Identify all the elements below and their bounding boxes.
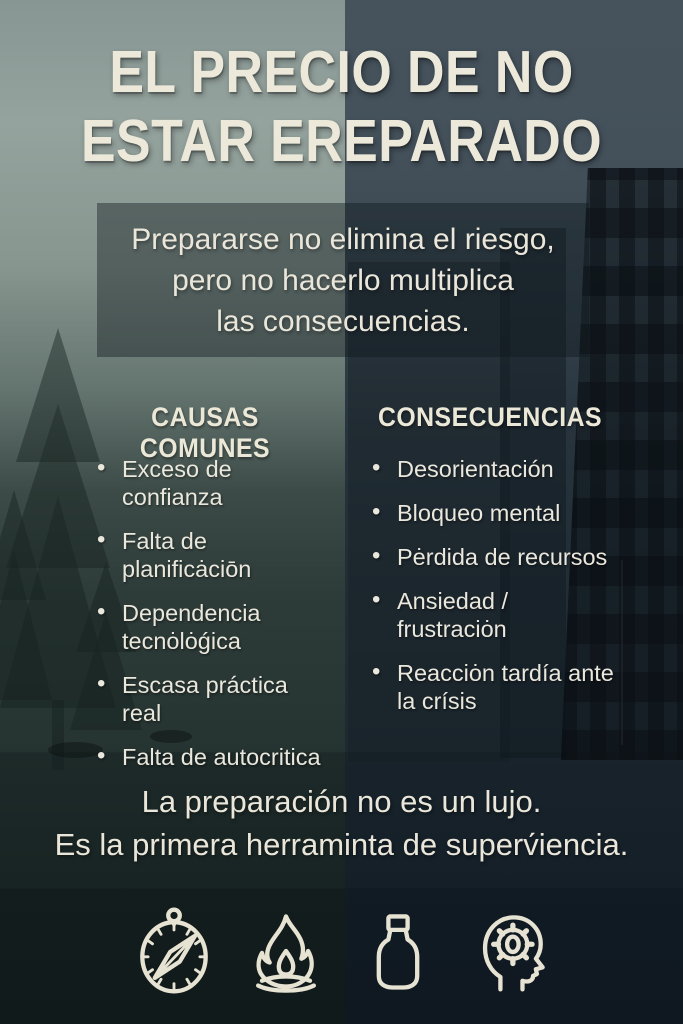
- street-pole-silhouette: [621, 560, 623, 745]
- footer-line-1: La preparación no es un lujo.: [141, 784, 542, 819]
- footer-line-2: Es la primera herraminta de superv́iencia.: [54, 827, 629, 862]
- list-item: • Falta de autocritica: [95, 743, 330, 771]
- compass-icon: [126, 903, 222, 999]
- list-item: • Reacciȯn tardía ante la crísis: [370, 659, 615, 715]
- title-line-1: EL PRECIO DE NO: [109, 39, 574, 105]
- list-item: • Desorientación: [370, 455, 615, 483]
- causes-list: [95, 455, 330, 787]
- list-item: • Escasa práctica real: [95, 671, 330, 727]
- list-item: • Bloqueo mental: [370, 499, 615, 527]
- icon-row: [0, 903, 683, 999]
- footer-message: [0, 780, 683, 866]
- page-title: [41, 38, 642, 176]
- water-bottle-icon: [350, 903, 446, 999]
- mind-gear-icon: [462, 903, 558, 999]
- intro-line-2: pero no hacerlo multiplica: [172, 263, 514, 297]
- consequences-list: [370, 455, 615, 731]
- list-item: • Ansiedad / frustraciȯn: [370, 587, 615, 643]
- causes-header: CAUSAS COMUNES: [139, 402, 271, 463]
- campfire-icon: [238, 903, 334, 999]
- title-line-2: ESTAR EREPARADO: [80, 108, 603, 174]
- list-item: • Falta de planificȧciōn: [95, 527, 330, 583]
- consequences-header: CONSECUENCIAS: [377, 402, 603, 432]
- list-item: • Exceso de confianza: [95, 455, 330, 511]
- intro-quote-box: [97, 203, 589, 357]
- list-item: • Dependencia tecnȯlȯǵica: [95, 599, 330, 655]
- list-item: • Pėrdida de recursos: [370, 543, 615, 571]
- intro-line-3: las consecuencias.: [216, 304, 470, 338]
- intro-line-1: Prepararse no elimina el riesgo,: [131, 222, 555, 256]
